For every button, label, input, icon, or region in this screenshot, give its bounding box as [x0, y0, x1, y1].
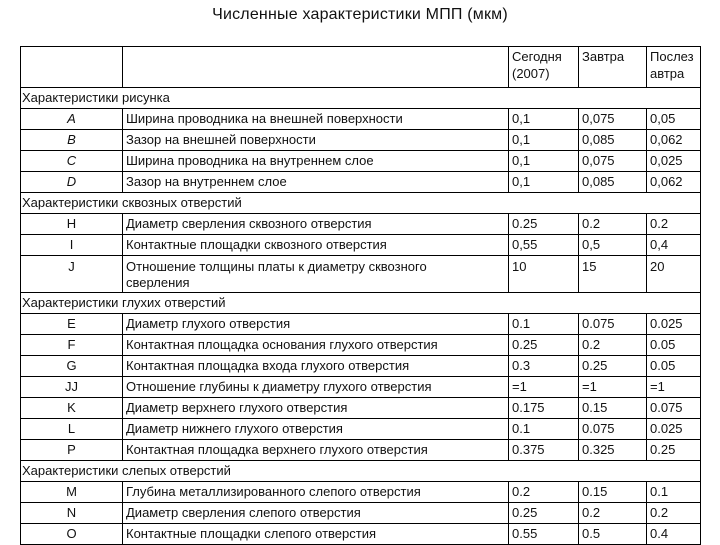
- value-tomorrow: 0.15: [579, 482, 647, 503]
- value-after: 0,062: [647, 130, 701, 151]
- value-today: 0.375: [509, 440, 579, 461]
- value-after: 0,062: [647, 172, 701, 193]
- row-description: [123, 440, 509, 461]
- row-code: B: [21, 130, 123, 151]
- value-today: 0,1: [509, 172, 579, 193]
- value-tomorrow: 0,5: [579, 235, 647, 256]
- value-today: 0.1: [509, 419, 579, 440]
- value-today: 0.25: [509, 503, 579, 524]
- header-cell-tomorrow: [579, 47, 647, 88]
- spec-table: [20, 46, 701, 545]
- section-title: Характеристики слепых отверстий: [21, 461, 701, 482]
- value-after: 0.025: [647, 314, 701, 335]
- table-row: [21, 377, 701, 398]
- spec-table-body: [21, 47, 701, 545]
- value-today: 0.55: [509, 524, 579, 545]
- value-today: 0.25: [509, 214, 579, 235]
- header-after-line1: Послез: [650, 49, 694, 64]
- table-row: [21, 503, 701, 524]
- row-description: [123, 151, 509, 172]
- value-after: 0,05: [647, 109, 701, 130]
- value-today: 0,55: [509, 235, 579, 256]
- row-description-line1: Диаметр верхнего глухого отверстия: [126, 400, 348, 415]
- row-description: [123, 524, 509, 545]
- value-tomorrow: 0.25: [579, 356, 647, 377]
- value-today: 0.25: [509, 335, 579, 356]
- section-row: [21, 461, 701, 482]
- row-description-line1: Диаметр глухого отверстия: [126, 316, 291, 331]
- row-description: [123, 335, 509, 356]
- row-description: [123, 214, 509, 235]
- value-tomorrow: 0,075: [579, 109, 647, 130]
- row-code: M: [21, 482, 123, 503]
- header-row: [21, 47, 701, 88]
- row-description: [123, 235, 509, 256]
- header-after-line2: автра: [650, 66, 685, 81]
- table-row: [21, 356, 701, 377]
- row-description-line1: Глубина металлизированного слепого отверстия: [126, 484, 421, 499]
- value-today: 0,1: [509, 109, 579, 130]
- row-description-line1: Контактная площадка входа глухого отверстия: [126, 358, 410, 373]
- row-description-line1: Диаметр сверления сквозного отверстия: [126, 216, 372, 231]
- row-code: N: [21, 503, 123, 524]
- value-today: 0.3: [509, 356, 579, 377]
- row-code: E: [21, 314, 123, 335]
- table-row: [21, 214, 701, 235]
- value-today: 0.2: [509, 482, 579, 503]
- row-code: P: [21, 440, 123, 461]
- value-tomorrow: 0.15: [579, 398, 647, 419]
- header-cell-today: [509, 47, 579, 88]
- row-description: [123, 503, 509, 524]
- value-after: 0.025: [647, 419, 701, 440]
- value-after: 0.05: [647, 335, 701, 356]
- row-description-line1: Отношение глубины к диаметру глухого отверстия: [126, 379, 432, 394]
- row-description-line1: Ширина проводника на внешней поверхности: [126, 111, 403, 126]
- value-today: 0,1: [509, 130, 579, 151]
- table-row: [21, 419, 701, 440]
- row-description: [123, 356, 509, 377]
- row-code: H: [21, 214, 123, 235]
- row-description-line1: Зазор на внутреннем слое: [126, 174, 287, 189]
- value-tomorrow: 0,085: [579, 172, 647, 193]
- value-today: 0,1: [509, 151, 579, 172]
- value-tomorrow: 0.2: [579, 335, 647, 356]
- value-tomorrow: =1: [579, 377, 647, 398]
- value-after: 0.075: [647, 398, 701, 419]
- section-title: Характеристики глухих отверстий: [21, 293, 701, 314]
- value-after: 0.2: [647, 214, 701, 235]
- section-row: [21, 193, 701, 214]
- header-cell-after: [647, 47, 701, 88]
- page-title: Численные характеристики МПП (мкм): [212, 6, 508, 23]
- header-cell-code: [21, 47, 123, 88]
- table-row: [21, 314, 701, 335]
- row-description: [123, 482, 509, 503]
- table-row: [21, 235, 701, 256]
- header-today-line2: (2007): [512, 66, 550, 81]
- value-tomorrow: 0.075: [579, 419, 647, 440]
- row-code: L: [21, 419, 123, 440]
- row-code: JJ: [21, 377, 123, 398]
- row-description: [123, 398, 509, 419]
- value-after: 0.25: [647, 440, 701, 461]
- table-row: [21, 398, 701, 419]
- value-after: =1: [647, 377, 701, 398]
- row-description: [123, 109, 509, 130]
- row-description: [123, 130, 509, 151]
- table-row: [21, 524, 701, 545]
- row-code: G: [21, 356, 123, 377]
- row-description: [123, 172, 509, 193]
- value-after: 0.05: [647, 356, 701, 377]
- value-tomorrow: 0.075: [579, 314, 647, 335]
- row-description-line1: Зазор на внешней поверхности: [126, 132, 316, 147]
- row-description-line1: Диаметр нижнего глухого отверстия: [126, 421, 343, 436]
- table-row: [21, 335, 701, 356]
- row-description-line1: Контактная площадка верхнего глухого отверстия: [126, 442, 428, 457]
- table-row: [21, 172, 701, 193]
- section-row: [21, 88, 701, 109]
- row-description-line1: Отношение толщины платы к диаметру сквозного: [126, 259, 427, 274]
- section-row: [21, 293, 701, 314]
- section-title: Характеристики сквозных отверстий: [21, 193, 701, 214]
- row-description: [123, 419, 509, 440]
- row-description-line1: Контактная площадка основания глухого отверстия: [126, 337, 438, 352]
- row-description: [123, 256, 509, 293]
- row-description: [123, 314, 509, 335]
- table-row: [21, 151, 701, 172]
- row-description-line2: сверления: [126, 275, 190, 290]
- value-today: 0.1: [509, 314, 579, 335]
- value-after: 20: [647, 256, 701, 293]
- table-row: [21, 440, 701, 461]
- value-today: 10: [509, 256, 579, 293]
- value-after: 0.2: [647, 503, 701, 524]
- row-description-line1: Контактные площадки слепого отверстия: [126, 526, 377, 541]
- row-code: I: [21, 235, 123, 256]
- value-tomorrow: 0.325: [579, 440, 647, 461]
- value-tomorrow: 15: [579, 256, 647, 293]
- value-tomorrow: 0.2: [579, 503, 647, 524]
- row-description-line1: Контактные площадки сквозного отверстия: [126, 237, 387, 252]
- section-title: Характеристики рисунка: [21, 88, 701, 109]
- value-after: 0.1: [647, 482, 701, 503]
- row-code: A: [21, 109, 123, 130]
- value-today: =1: [509, 377, 579, 398]
- row-code: C: [21, 151, 123, 172]
- value-tomorrow: 0,075: [579, 151, 647, 172]
- row-description-line1: Ширина проводника на внутреннем слое: [126, 153, 374, 168]
- row-code: F: [21, 335, 123, 356]
- row-code: J: [21, 256, 123, 293]
- row-description: [123, 377, 509, 398]
- value-after: 0.4: [647, 524, 701, 545]
- value-tomorrow: 0.5: [579, 524, 647, 545]
- header-cell-desc: [123, 47, 509, 88]
- row-code: K: [21, 398, 123, 419]
- row-code: D: [21, 172, 123, 193]
- table-row: [21, 109, 701, 130]
- header-today-line1: Сегодня: [512, 49, 562, 64]
- row-code: O: [21, 524, 123, 545]
- row-description-line1: Диаметр сверления слепого отверстия: [126, 505, 361, 520]
- value-after: 0,025: [647, 151, 701, 172]
- value-today: 0.175: [509, 398, 579, 419]
- value-tomorrow: 0.2: [579, 214, 647, 235]
- value-tomorrow: 0,085: [579, 130, 647, 151]
- header-tomorrow-line1: Завтра: [582, 49, 625, 64]
- table-row: [21, 482, 701, 503]
- table-row: [21, 130, 701, 151]
- table-row: [21, 256, 701, 293]
- value-after: 0,4: [647, 235, 701, 256]
